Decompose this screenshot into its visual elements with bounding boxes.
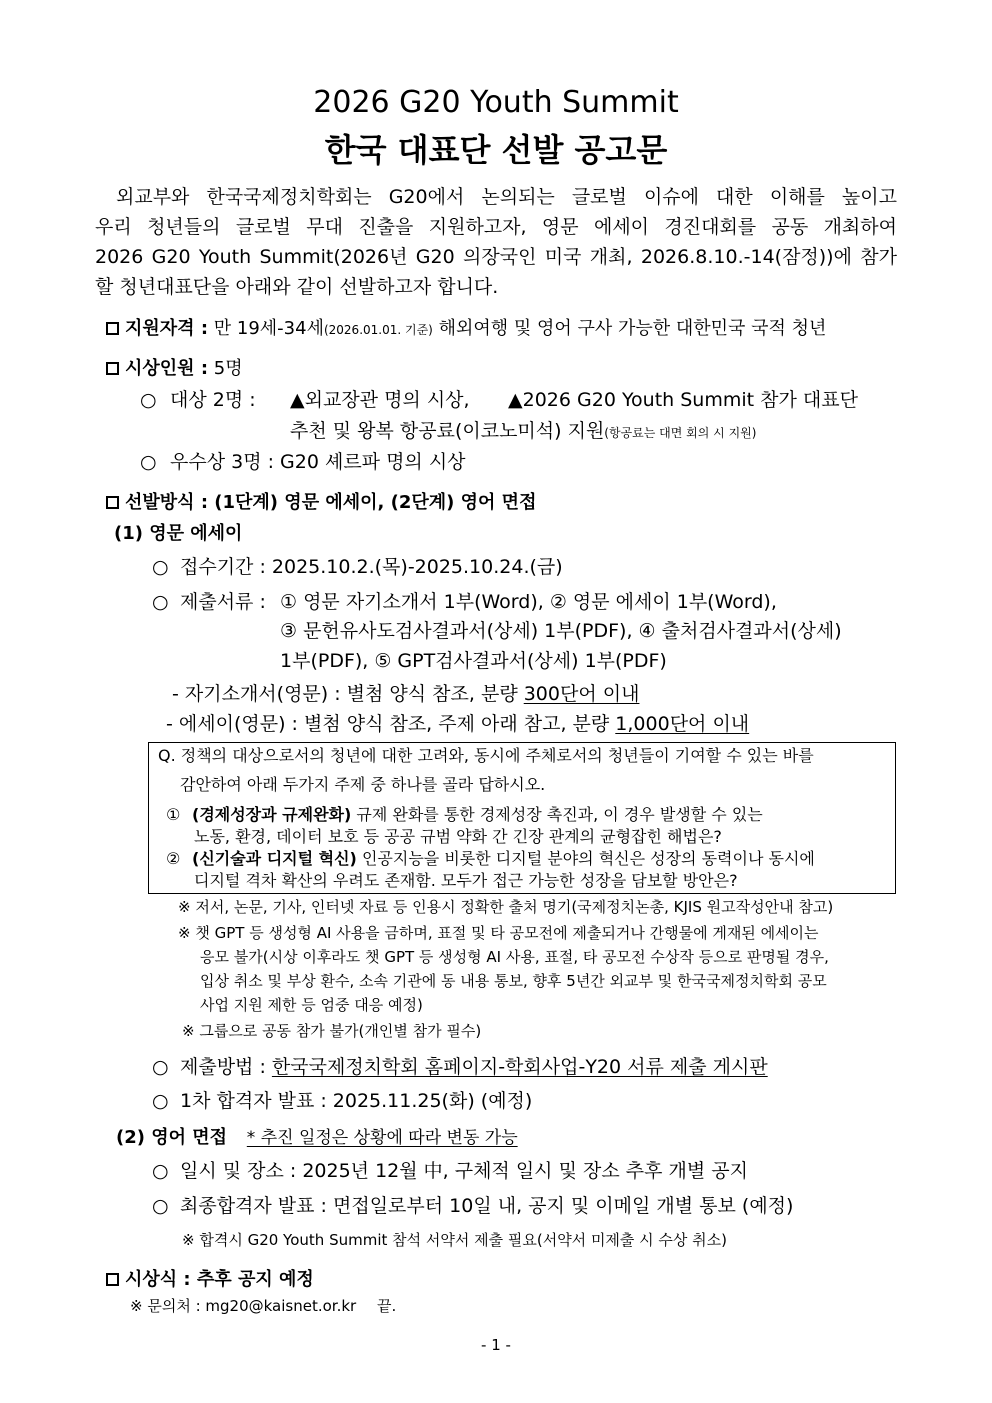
first-result-text: 1차 합격자 발표 : 2025.11.25(화) (예정) bbox=[180, 1090, 533, 1112]
note3: ※ 그룹으로 공동 참가 불가(개인별 참가 필수) bbox=[182, 1022, 482, 1040]
docs-line2: ③ 문헌유사도검사결과서(상세) 1부(PDF), ④ 출처검사결과서(상세) bbox=[280, 620, 842, 642]
awards-row bbox=[106, 360, 243, 378]
awards-label: 시상인원 : bbox=[125, 358, 209, 379]
period-bullet: ○ bbox=[152, 556, 169, 578]
final-result-text: 최종합격자 발표 : 면접일로부터 10일 내, 공지 및 이메일 개별 통보 (예정) bbox=[180, 1195, 794, 1217]
contact-row bbox=[130, 1299, 396, 1314]
stage2-row bbox=[116, 1129, 518, 1147]
eligibility-age: 만 19세-34세 bbox=[213, 318, 324, 339]
note2-line2: 응모 불가(시상 이후라도 챗 GPT 등 생성형 AI 사용, 표절, 타 공모전 수상작 등으로 판명될 경우, bbox=[200, 948, 829, 966]
question-line1: Q. 정책의 대상으로서의 청년에 대한 고려와, 동시에 주체로서의 청년들이 기여할 수 있는 바를 bbox=[158, 746, 814, 765]
grand-prize-item3 bbox=[290, 422, 756, 441]
grand-prize-item1: ▲외교장관 명의 시상, bbox=[290, 389, 470, 411]
submit-method-label: 제출방법 : bbox=[180, 1056, 272, 1078]
excellence-text: 우수상 3명 : G20 셰르파 명의 시상 bbox=[170, 451, 466, 473]
eligibility-row bbox=[106, 320, 826, 338]
essay-doc-text: - 에세이(영문) : 별첨 양식 참조, 주제 아래 참고, 분량 bbox=[166, 713, 616, 735]
grand-prize-bullet: ○ bbox=[140, 389, 157, 411]
grand-prize-note: (항공료는 대면 회의 시 지원) bbox=[604, 426, 757, 440]
topic2-row bbox=[192, 851, 815, 867]
note2-line4: 사업 지원 제한 등 엄중 대응 예정) bbox=[200, 996, 423, 1014]
submit-method-row bbox=[180, 1058, 768, 1077]
grand-prize-label: 대상 2명 : bbox=[170, 389, 256, 411]
end-mark: 끝. bbox=[376, 1297, 397, 1315]
title-line1: 2026 G20 Youth Summit bbox=[313, 85, 679, 120]
final-note: ※ 합격시 G20 Youth Summit 참석 서약서 제출 필요(서약서 미제출 시 수상 취소) bbox=[182, 1231, 728, 1249]
intro-line1: 외교부와 한국국제정치학회는 G20에서 논의되는 글로벌 이슈에 대한 이해를 높이고 bbox=[116, 186, 897, 208]
interview-bullet: ○ bbox=[152, 1160, 169, 1182]
submit-method-bullet: ○ bbox=[152, 1056, 169, 1078]
essay-doc-row bbox=[166, 715, 749, 734]
stage2-note: * 추진 일정은 상황에 따라 변동 가능 bbox=[246, 1128, 518, 1148]
topic2-num: ② bbox=[166, 849, 181, 868]
topic1-text: 규제 완화를 통한 경제성장 촉진과, 이 경우 발생할 수 있는 bbox=[351, 805, 763, 824]
selection-row bbox=[106, 494, 536, 512]
period-text: 접수기간 : 2025.10.2.(목)-2025.10.24.(금) bbox=[180, 556, 563, 578]
question-line2: 감안하여 아래 두가지 주제 중 하나를 골라 답하시오. bbox=[180, 775, 546, 794]
topic2-text: 인공지능을 비롯한 디지털 분야의 혁신은 성장의 동력이나 동시에 bbox=[356, 849, 815, 868]
note2-line3: 입상 취소 및 부상 환수, 소속 기관에 동 내용 통보, 향후 5년간 외교부 및 한국국제정치학회 공모 bbox=[200, 972, 827, 990]
square-bullet-icon bbox=[106, 1273, 119, 1286]
square-bullet-icon bbox=[106, 362, 119, 375]
note1: ※ 저서, 논문, 기사, 인터넷 자료 등 인용시 정확한 출처 명기(국제정치논총, KJIS 원고작성안내 참고) bbox=[178, 898, 834, 916]
submit-method-value: 한국국제정치학회 홈페이지-학회사업-Y20 서류 제출 게시판 bbox=[271, 1056, 768, 1078]
docs-line3: 1부(PDF), ⑤ GPT검사결과서(상세) 1부(PDF) bbox=[280, 650, 667, 672]
eligibility-note: (2026.01.01. 기준) bbox=[323, 323, 433, 337]
intro-line4: 할 청년대표단을 아래와 같이 선발하고자 합니다. bbox=[95, 276, 499, 298]
stage1-title: (1) 영문 에세이 bbox=[114, 523, 243, 544]
topic1-line2: 노동, 환경, 데이터 보호 등 공공 규범 약화 간 긴장 관계의 균형잡힌 해법은? bbox=[194, 827, 722, 846]
note2-line1: ※ 챗 GPT 등 생성형 AI 사용을 금하며, 표절 및 타 공모전에 제출되거나 간행물에 게재된 에세이는 bbox=[178, 924, 819, 942]
eligibility-label: 지원자격 : bbox=[125, 318, 209, 339]
contact-text: ※ 문의처 : mg20@kaisnet.or.kr bbox=[130, 1297, 357, 1315]
docs-bullet: ○ bbox=[152, 591, 169, 613]
eligibility-text: 해외여행 및 영어 구사 가능한 대한민국 국적 청년 bbox=[438, 318, 827, 339]
topic1-row bbox=[192, 807, 763, 823]
stage2-title: (2) 영어 면접 bbox=[116, 1127, 228, 1148]
final-result-bullet: ○ bbox=[152, 1195, 169, 1217]
grand-prize-item2: ▲2026 G20 Youth Summit 참가 대표단 bbox=[508, 389, 858, 411]
intro-doc-row bbox=[172, 685, 639, 704]
docs-label: 제출서류 : bbox=[180, 591, 266, 613]
page-number: - 1 - bbox=[481, 1336, 511, 1354]
intro-line2: 우리 청년들의 글로벌 무대 진출을 지원하고자, 영문 에세이 경진대회를 공동 개최하여 bbox=[95, 216, 897, 238]
intro-doc-text: - 자기소개서(영문) : 별첨 양식 참조, 분량 bbox=[172, 683, 524, 705]
grand-prize-support: 추천 및 왕복 항공료(이코노미석) 지원 bbox=[290, 420, 605, 442]
first-result-bullet: ○ bbox=[152, 1090, 169, 1112]
essay-doc-limit: 1,000단어 이내 bbox=[615, 713, 750, 735]
interview-schedule: 일시 및 장소 : 2025년 12월 中, 구체적 일시 및 장소 추후 개별 공지 bbox=[180, 1160, 748, 1182]
topic1-title: (경제성장과 규제완화) bbox=[192, 805, 352, 824]
docs-line1: ① 영문 자기소개서 1부(Word), ② 영문 에세이 1부(Word), bbox=[280, 591, 777, 613]
square-bullet-icon bbox=[106, 322, 119, 335]
title-line2: 한국 대표단 선발 공고문 bbox=[324, 131, 668, 169]
topic2-line2: 디지털 격차 확산의 우려도 존재함. 모두가 접근 가능한 성장을 담보할 방안은? bbox=[194, 871, 738, 890]
topic1-num: ① bbox=[166, 805, 181, 824]
ceremony-row bbox=[106, 1271, 314, 1289]
intro-line3: 2026 G20 Youth Summit(2026년 G20 의장국인 미국 개최, 2026.8.10.-14(잠정))에 참가 bbox=[95, 246, 897, 268]
excellence-bullet: ○ bbox=[140, 451, 157, 473]
awards-count: 5명 bbox=[213, 358, 243, 379]
topic2-title: (신기술과 디지털 혁신) bbox=[192, 849, 357, 868]
ceremony-label: 시상식 : 추후 공지 예정 bbox=[125, 1269, 314, 1290]
selection-label: 선발방식 : (1단계) 영문 에세이, (2단계) 영어 면접 bbox=[125, 492, 537, 513]
intro-doc-limit: 300단어 이내 bbox=[523, 683, 640, 705]
square-bullet-icon bbox=[106, 496, 119, 509]
